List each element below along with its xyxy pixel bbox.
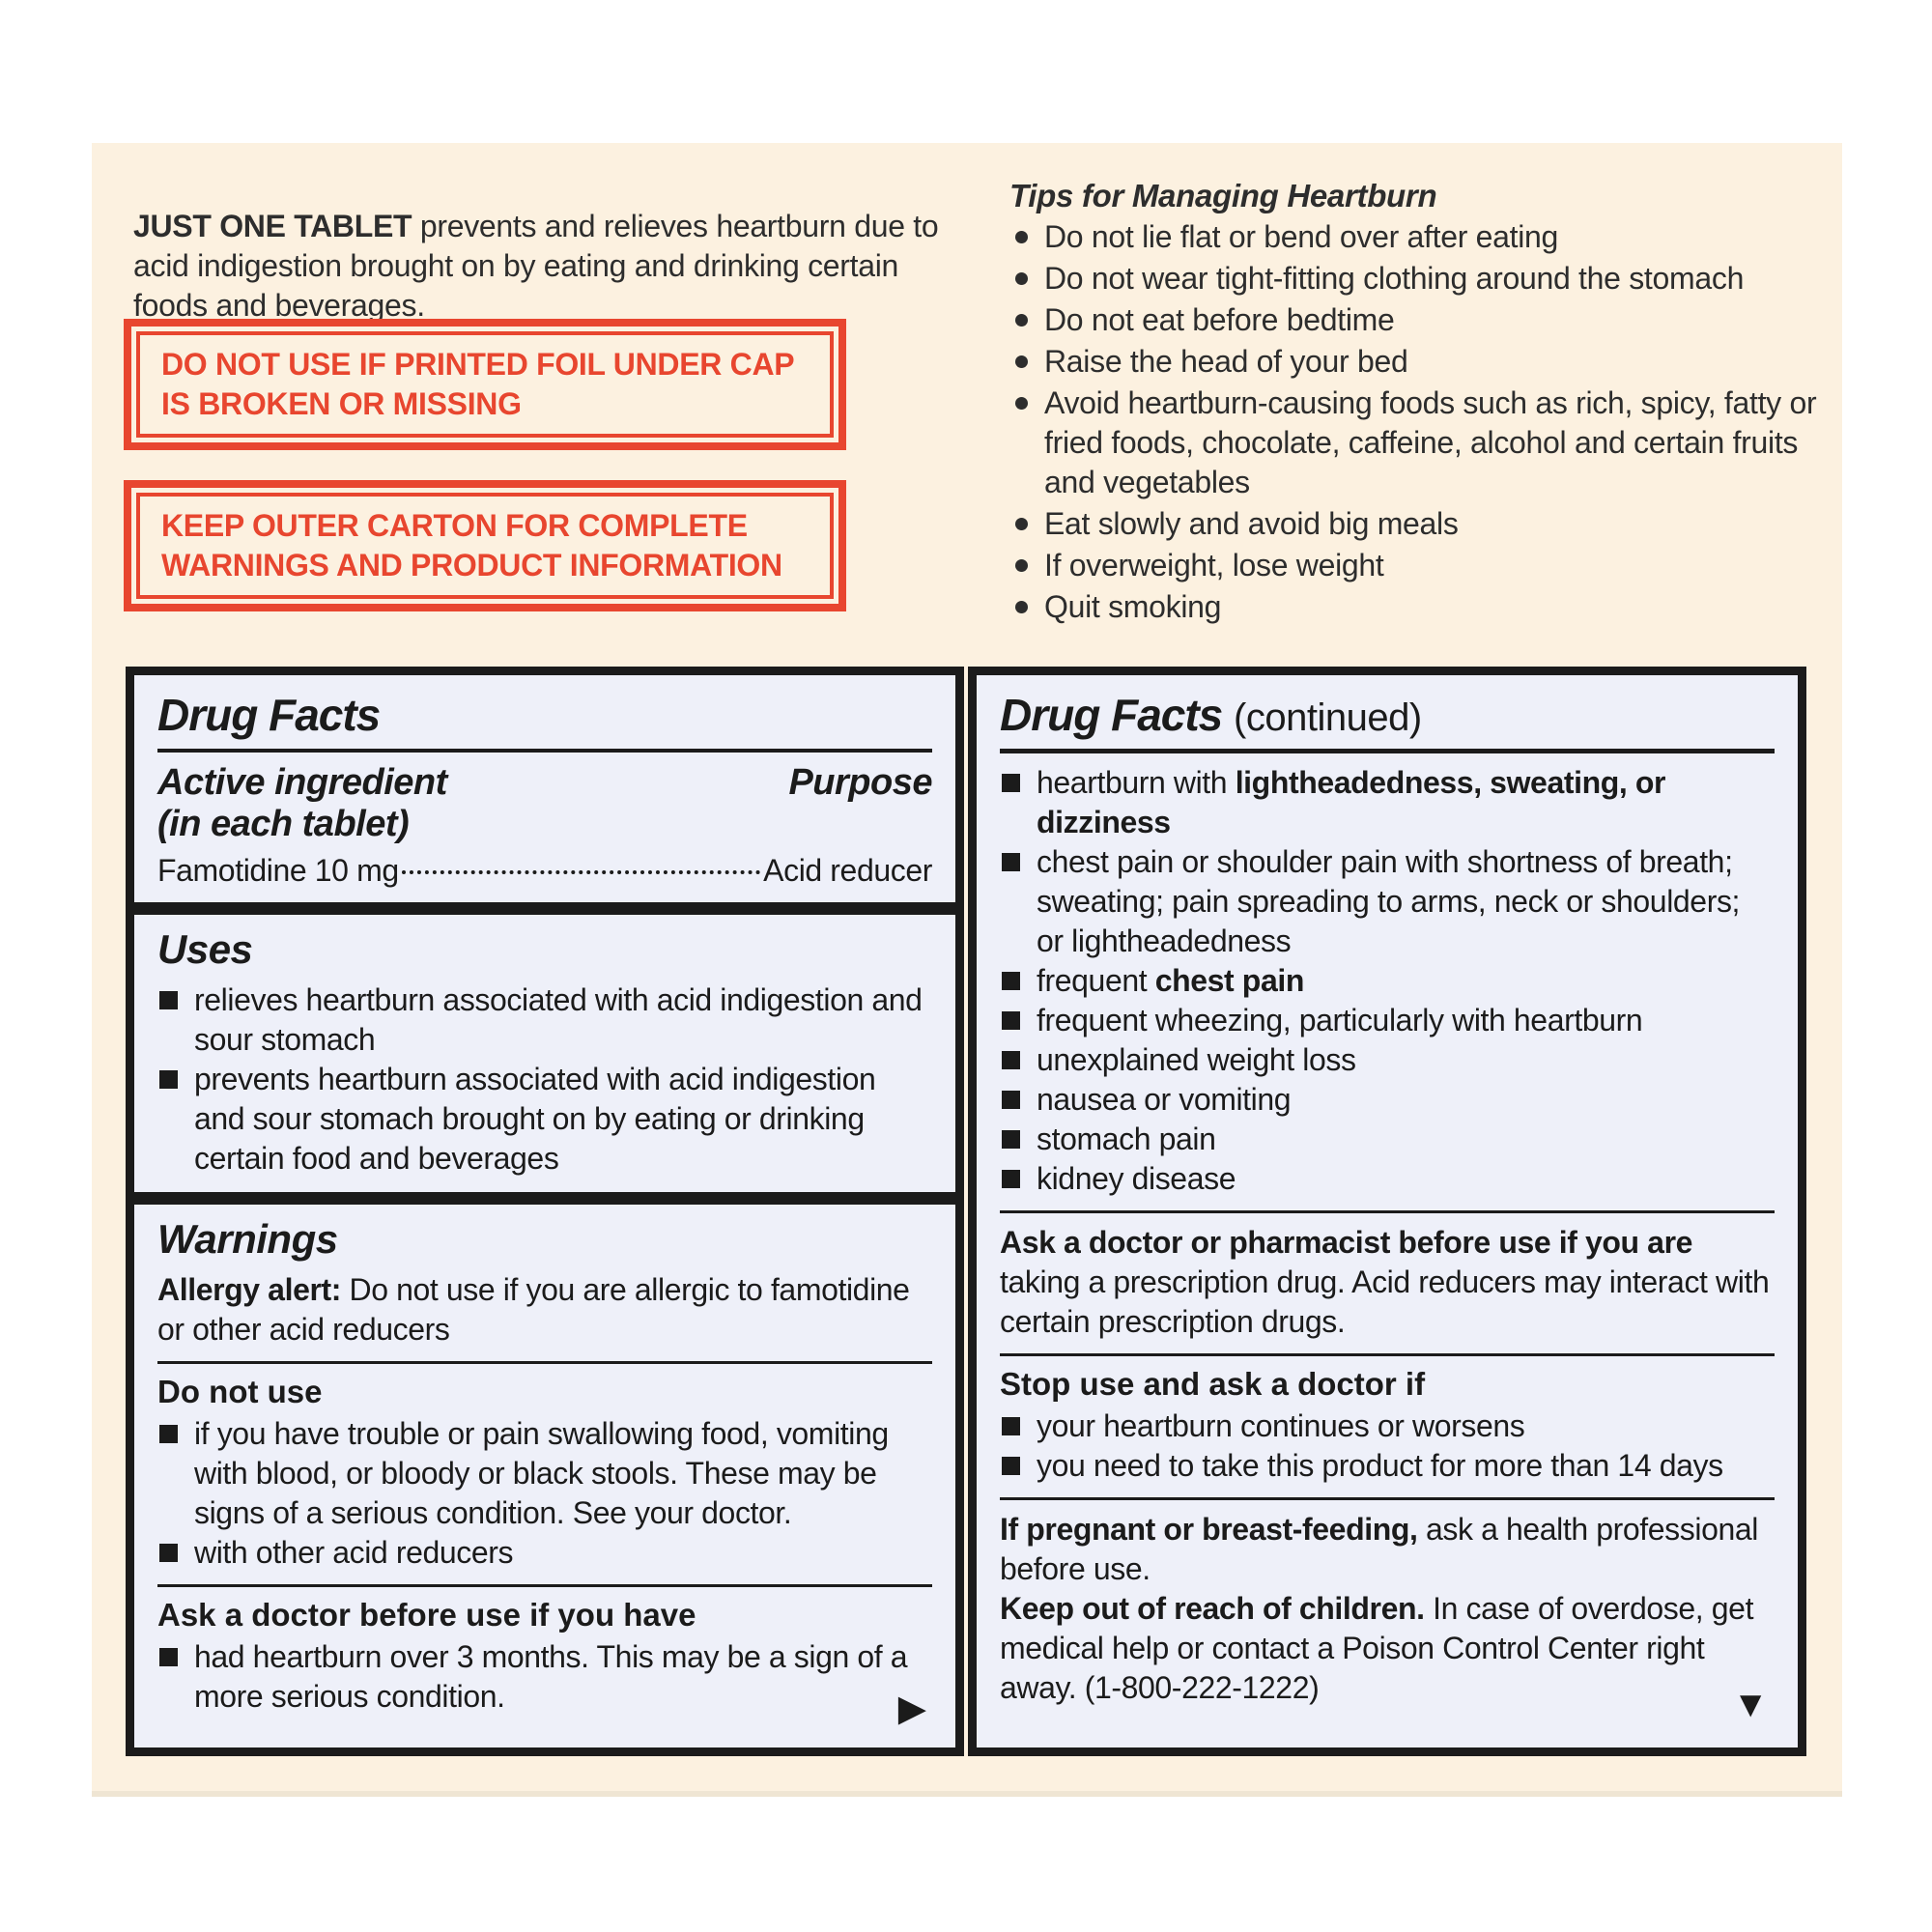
tips-title: Tips for Managing Heartburn [1009,178,1437,213]
uses-title: Uses [157,926,253,972]
tip-item: If overweight, lose weight [1009,546,1829,585]
tip-item: Avoid heartburn-causing foods such as rich, spicy, fatty or fried foods, chocolate, caffeine, alcohol and certain fruits and vegetables [1009,384,1829,502]
purpose-heading: Purpose [788,762,932,803]
do-not-use-list [157,1414,932,1573]
stop-use-heading: Stop use and ask a doctor if [1000,1366,1426,1402]
symptom-item: frequent chest pain [1000,961,1775,1001]
drug-facts-continued-suffix-text: (continued) [1234,696,1422,739]
ingredient-row [157,853,932,889]
tip-item: Raise the head of your bed [1009,342,1829,382]
divider-rule [1000,749,1775,753]
foil-warning-box [124,319,846,450]
tip-item: Do not lie flat or bend over after eating [1009,217,1829,257]
intro-paragraph: JUST ONE TABLET prevents and relieves heartburn due to acid indigestion brought on by eating and drinking certain foods and beverages. [133,209,939,323]
stop-use-item: your heartburn continues or worsens [1000,1406,1775,1446]
drug-facts-continued-title [1000,689,1775,741]
tip-item: Quit smoking [1009,587,1829,627]
tip-item: Do not eat before bedtime [1009,300,1829,340]
do-not-use-heading: Do not use [157,1374,323,1409]
carton-warning-box [124,480,846,611]
symptom-item: kidney disease [1000,1159,1775,1199]
uses-list [157,980,932,1179]
active-ingredient-heading: Active ingredient [157,762,447,803]
drug-facts-header-section [134,675,955,902]
ingredient-name: Famotidine 10 mg [157,853,399,888]
symptom-item: nausea or vomiting [1000,1080,1775,1120]
continue-down-arrow-icon: ▼ [1732,1685,1769,1725]
foil-warning-text: DO NOT USE IF PRINTED FOIL UNDER CAP IS BROKEN OR MISSING [136,331,834,438]
symptom-item: frequent wheezing, particularly with heartburn [1000,1001,1775,1040]
symptom-item: chest pain or shoulder pain with shortness of breath; sweating; pain spreading to arms, neck or shoulders; or lightheadedness [1000,842,1775,961]
divider-rule [157,749,932,753]
section-divider [134,902,955,915]
section-divider [134,1192,955,1205]
pregnant-text: If pregnant or breast-feeding, ask a health professional before use. [1000,1512,1758,1586]
divider-rule [157,1361,932,1364]
ask-doctor-heading: Ask a doctor before use if you have [157,1597,696,1633]
tips-list [1009,217,1829,627]
continue-right-arrow-icon: ▶ [897,1689,926,1729]
do-not-use-item: with other acid reducers [157,1533,932,1573]
drug-facts-title: Drug Facts [157,690,381,740]
divider-rule [1000,1497,1775,1500]
symptoms-list [1000,763,1775,1199]
drug-facts-continued-section [977,675,1798,1747]
symptom-item: stomach pain [1000,1120,1775,1159]
do-not-use-item: if you have trouble or pain swallowing food, vomiting with blood, or bloody or black stools. These may be signs of a serious condition. See your doctor. [157,1414,932,1533]
warnings-section [134,1205,955,1747]
use-item: relieves heartburn associated with acid indigestion and sour stomach [157,980,932,1060]
tips-section [1009,176,1829,629]
warnings-title: Warnings [157,1216,338,1262]
ask-doctor-list [157,1637,932,1717]
ingredient-purpose: Acid reducer [763,853,932,888]
stop-use-list [1000,1406,1775,1486]
divider-rule [157,1584,932,1587]
tip-item: Eat slowly and avoid big meals [1009,504,1829,544]
divider-rule [1000,1210,1775,1213]
ask-pharmacist-text: Ask a doctor or pharmacist before use if you are taking a prescription drug. Acid reducers may interact with certain prescription drugs. [1000,1225,1770,1339]
dotted-leader [402,870,760,874]
drug-facts-panel-left [126,667,964,1756]
use-item: prevents heartburn associated with acid indigestion and sour stomach brought on by eating or drinking certain food and beverages [157,1060,932,1179]
symptom-item: unexplained weight loss [1000,1040,1775,1080]
uses-section [134,915,955,1192]
allergy-alert-text: Allergy alert: Do not use if you are allergic to famotidine or other acid reducers [157,1272,910,1347]
stop-use-item: you need to take this product for more than 14 days [1000,1446,1775,1486]
tip-item: Do not wear tight-fitting clothing around the stomach [1009,259,1829,298]
ask-doctor-item: had heartburn over 3 months. This may be a sign of a more serious condition. [157,1637,932,1717]
drug-facts-panel-right [968,667,1806,1756]
divider-rule [1000,1353,1775,1356]
carton-warning-text: KEEP OUTER CARTON FOR COMPLETE WARNINGS AND PRODUCT INFORMATION [136,493,834,599]
drug-facts-continued-title-main: Drug Facts [1000,690,1223,740]
active-ingredient-heading-line2: (in each tablet) [157,804,410,844]
children-text: Keep out of reach of children. In case of overdose, get medical help or contact a Poison Control Center right away. (1-800-222-1222) [1000,1591,1754,1705]
symptom-item: heartburn with lightheadedness, sweating, or dizziness [1000,763,1775,842]
medication-label [92,143,1842,1797]
